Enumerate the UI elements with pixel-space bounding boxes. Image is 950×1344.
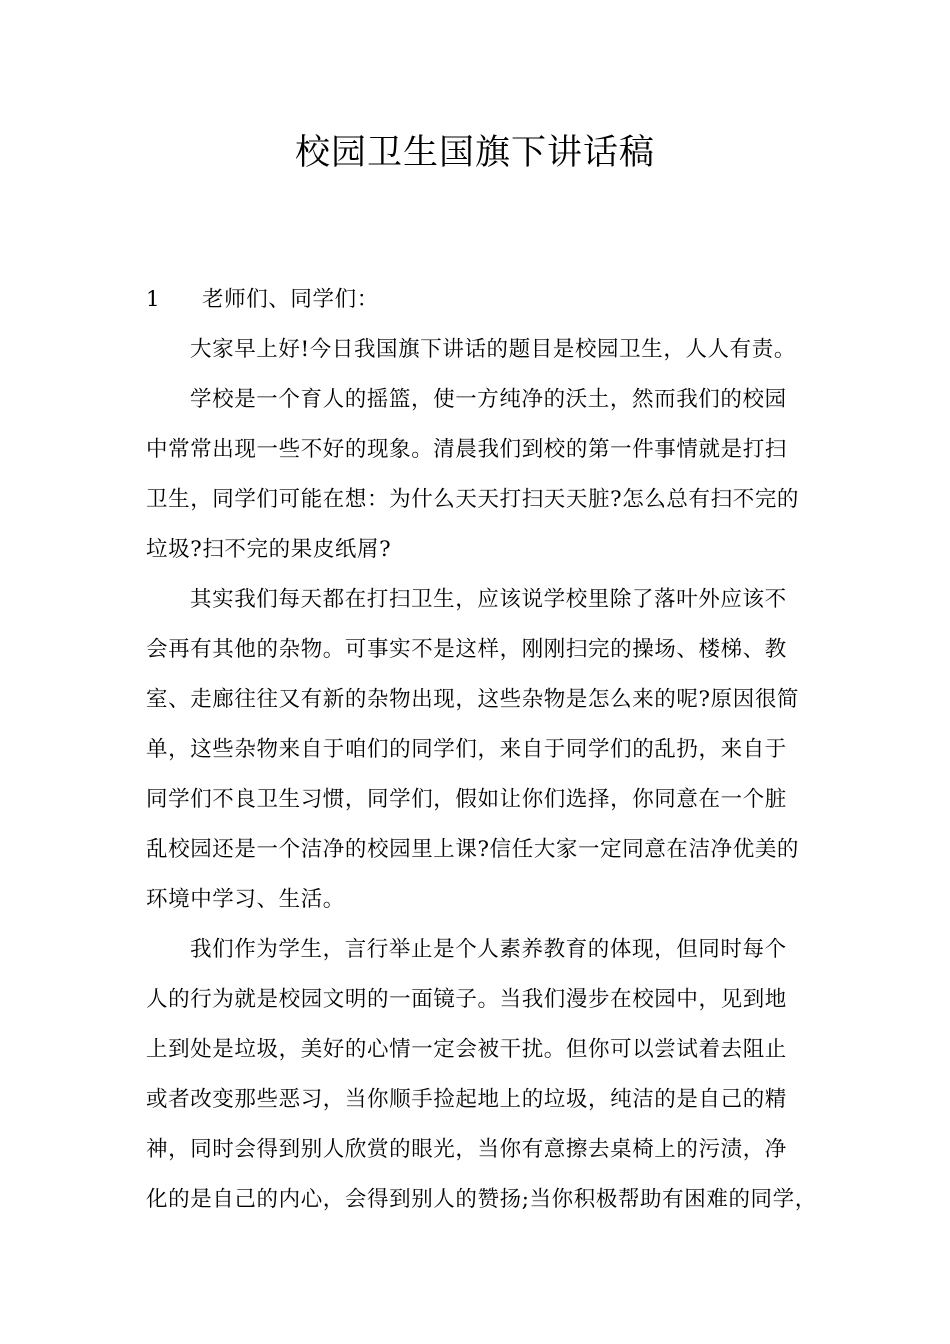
body-line: 上到处是垃圾，美好的心情一定会被干扰。但你可以尝试着去阻止 [146,1037,787,1062]
body-line: 学校是一个育人的摇篮，使一方纯净的沃土，然而我们的校园 [190,387,787,412]
document-body [146,275,817,1225]
body-line: 单，这些杂物来自于咱们的同学们，来自于同学们的乱扔，来自于 [146,737,787,762]
body-line: 垃圾?扫不完的果皮纸屑? [146,537,392,562]
body-line: 我们作为学生，言行举止是个人素养教育的体现，但同时每个 [190,937,787,962]
body-line: 室、走廊往往又有新的杂物出现，这些杂物是怎么来的呢?原因很简 [146,687,800,712]
body-line: 人的行为就是校园文明的一面镜子。当我们漫步在校园中，见到地 [146,987,787,1012]
body-line: 同学们不良卫生习惯，同学们，假如让你们选择，你同意在一个脏 [146,787,787,812]
body-line: 环境中学习、生活。 [146,887,345,912]
document-title: 校园卫生国旗下讲话稿 [294,133,655,173]
body-line: 化的是自己的内心，会得到别人的赞扬;当你积极帮助有困难的同学， [146,1187,817,1212]
body-line: 中常常出现一些不好的现象。清晨我们到校的第一件事情就是打扫 [146,437,787,462]
list-number: 1 [146,287,161,312]
body-line: 乱校园还是一个洁净的校园里上课?信任大家一定同意在洁净优美的 [146,837,800,862]
body-line: 会再有其他的杂物。可事实不是这样，刚刚扫完的操场、楼梯、教 [146,637,787,662]
body-line: 其实我们每天都在打扫卫生，应该说学校里除了落叶外应该不 [190,587,787,612]
body-line: 大家早上好!今日我国旗下讲话的题目是校园卫生，人人有责。 [190,337,796,362]
body-line: 卫生，同学们可能在想：为什么天天打扫天天脏?怎么总有扫不完的 [146,487,800,512]
salutation-line [146,275,810,325]
salutation-text: 老师们、同学们： [202,287,379,312]
body-line: 或者改变那些恶习，当你顺手捡起地上的垃圾，纯洁的是自己的精 [146,1087,787,1112]
body-line: 神，同时会得到别人欣赏的眼光，当你有意擦去桌椅上的污渍，净 [146,1137,787,1162]
